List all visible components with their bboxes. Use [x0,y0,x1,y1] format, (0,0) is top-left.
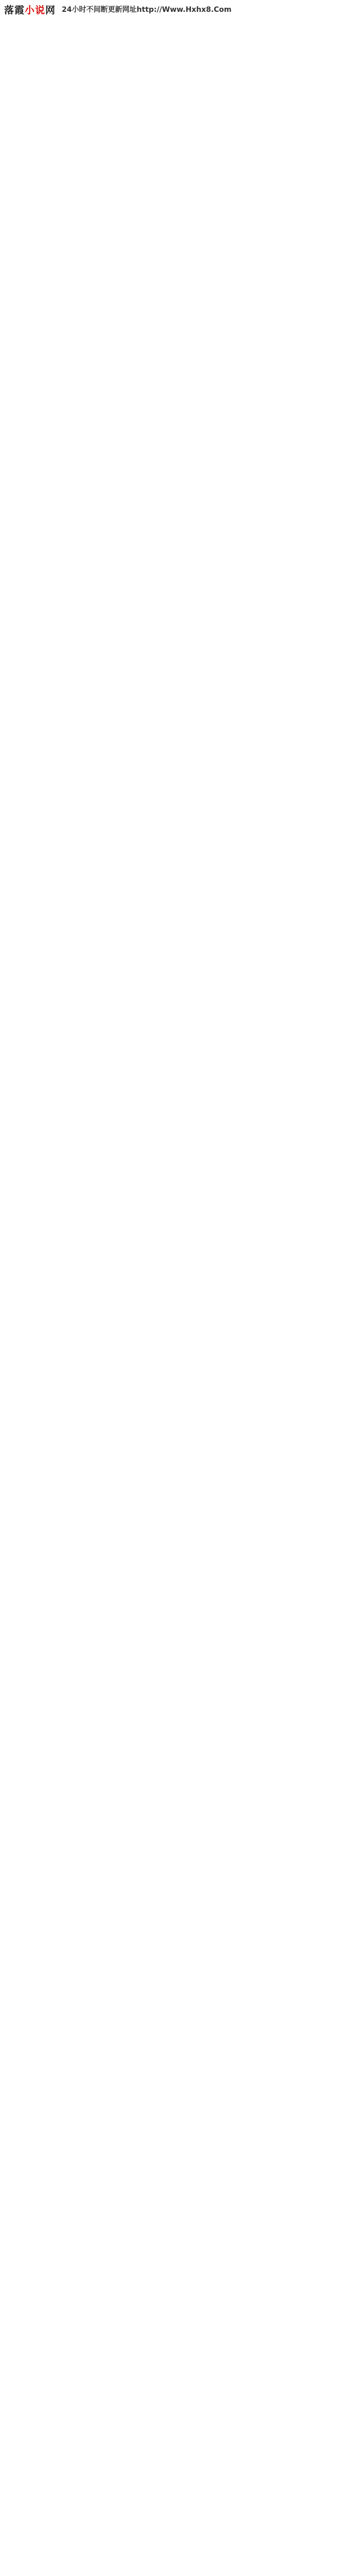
site-tagline: 24小时不间断更新网址http://Www.Hxhx8.Com [62,6,232,14]
site-brand-part-1: 落霞 [4,4,25,16]
chapter-body [0,19,350,2576]
site-header-banner [0,0,350,19]
site-brand-part-2: 小说 [25,4,46,16]
site-brand-part-3: 网 [45,4,56,16]
